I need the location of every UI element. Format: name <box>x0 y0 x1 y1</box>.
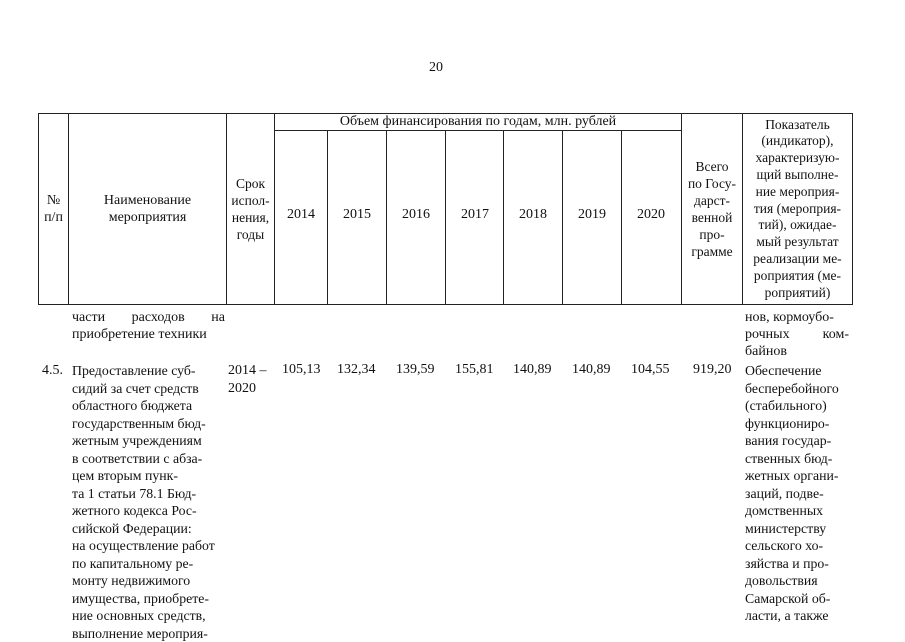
year-2015: 2015 <box>328 207 386 223</box>
text-line: вания государ- <box>745 432 851 450</box>
text-line: (стабильного) <box>745 397 851 415</box>
year-2017: 2017 <box>446 207 504 223</box>
text-line: 2020 <box>228 380 267 398</box>
value-2015: 132,34 <box>337 362 376 378</box>
text-line: Обеспечение <box>745 362 851 380</box>
text-line: в соответствии с абза- <box>72 450 227 468</box>
header-term: Срок испол- нения, годы <box>227 114 274 304</box>
text-line: 2014 – <box>228 362 267 380</box>
text-line: имущества, приобрете- <box>72 590 227 608</box>
text-line: жетных органи- <box>745 467 851 485</box>
text-line: заций, подве- <box>745 485 851 503</box>
text-line: жетным учреждениям <box>72 432 227 450</box>
value-total: 919,20 <box>693 362 732 378</box>
text-line: монту недвижимого <box>72 572 227 590</box>
year-2019: 2019 <box>563 207 621 223</box>
text-line: цем вторым пунк- <box>72 467 227 485</box>
text-line: зяйства и про- <box>745 555 851 573</box>
text-line: приобретение техники <box>72 326 207 344</box>
text-line: бесперебойного <box>745 380 851 398</box>
col-divider <box>852 113 853 305</box>
text-line: ние основных средств, <box>72 607 227 625</box>
row-name <box>72 362 227 642</box>
text-line: по капитальному ре- <box>72 555 227 573</box>
text-line: на осуществление работ <box>72 537 227 555</box>
value-2017: 155,81 <box>455 362 494 378</box>
text-line: та 1 статьи 78.1 Бюд- <box>72 485 227 503</box>
text-line: функциониро- <box>745 415 851 433</box>
text-line: довольствия <box>745 572 851 590</box>
text-line: государственным бюд- <box>72 415 227 433</box>
text-line: выполнение мероприя- <box>72 625 227 642</box>
header-name: Наименование мероприятия <box>69 114 226 304</box>
value-2019: 140,89 <box>572 362 611 378</box>
text-line: части расходов на <box>72 309 225 327</box>
text-line: Самарской об- <box>745 590 851 608</box>
value-2020: 104,55 <box>631 362 670 378</box>
text-line: министерству <box>745 520 851 538</box>
header-number: № п/п <box>39 114 68 304</box>
header-indicator: Показатель (индикатор), характеризую- щий выполне- ние мероприя- тия (мероприя- тий), ожидае- мый результат реализации ме- роприятия (ме- роприятий) <box>743 114 852 304</box>
text-line: ласти, а также <box>745 607 851 625</box>
text-line: домственных <box>745 502 851 520</box>
text-line: нов, кормоубо- <box>745 309 834 327</box>
year-2020: 2020 <box>622 207 680 223</box>
row-term <box>228 362 267 397</box>
text-line: сидий за счет средств <box>72 380 227 398</box>
text-line: ственных бюд- <box>745 450 851 468</box>
text-line: жетного кодекса Рос- <box>72 502 227 520</box>
text-line: байнов <box>745 343 787 361</box>
text-line: рочных ком- <box>745 326 849 344</box>
row-number: 4.5. <box>42 362 63 380</box>
year-2014: 2014 <box>272 207 330 223</box>
value-2016: 139,59 <box>396 362 435 378</box>
page-number: 20 <box>429 60 443 76</box>
text-line: сийской Федерации: <box>72 520 227 538</box>
header-total: Всего по Госу- дарст- венной про- грамме <box>682 114 742 304</box>
year-2016: 2016 <box>387 207 445 223</box>
text-line: областного бюджета <box>72 397 227 415</box>
text-line: Предоставление суб- <box>72 362 227 380</box>
text-line: сельского хо- <box>745 537 851 555</box>
value-2014: 105,13 <box>282 362 321 378</box>
header-funding-group: Объем финансирования по годам, млн. рублей <box>275 113 681 130</box>
value-2018: 140,89 <box>513 362 552 378</box>
year-2018: 2018 <box>504 207 562 223</box>
row-indicator <box>745 362 851 625</box>
